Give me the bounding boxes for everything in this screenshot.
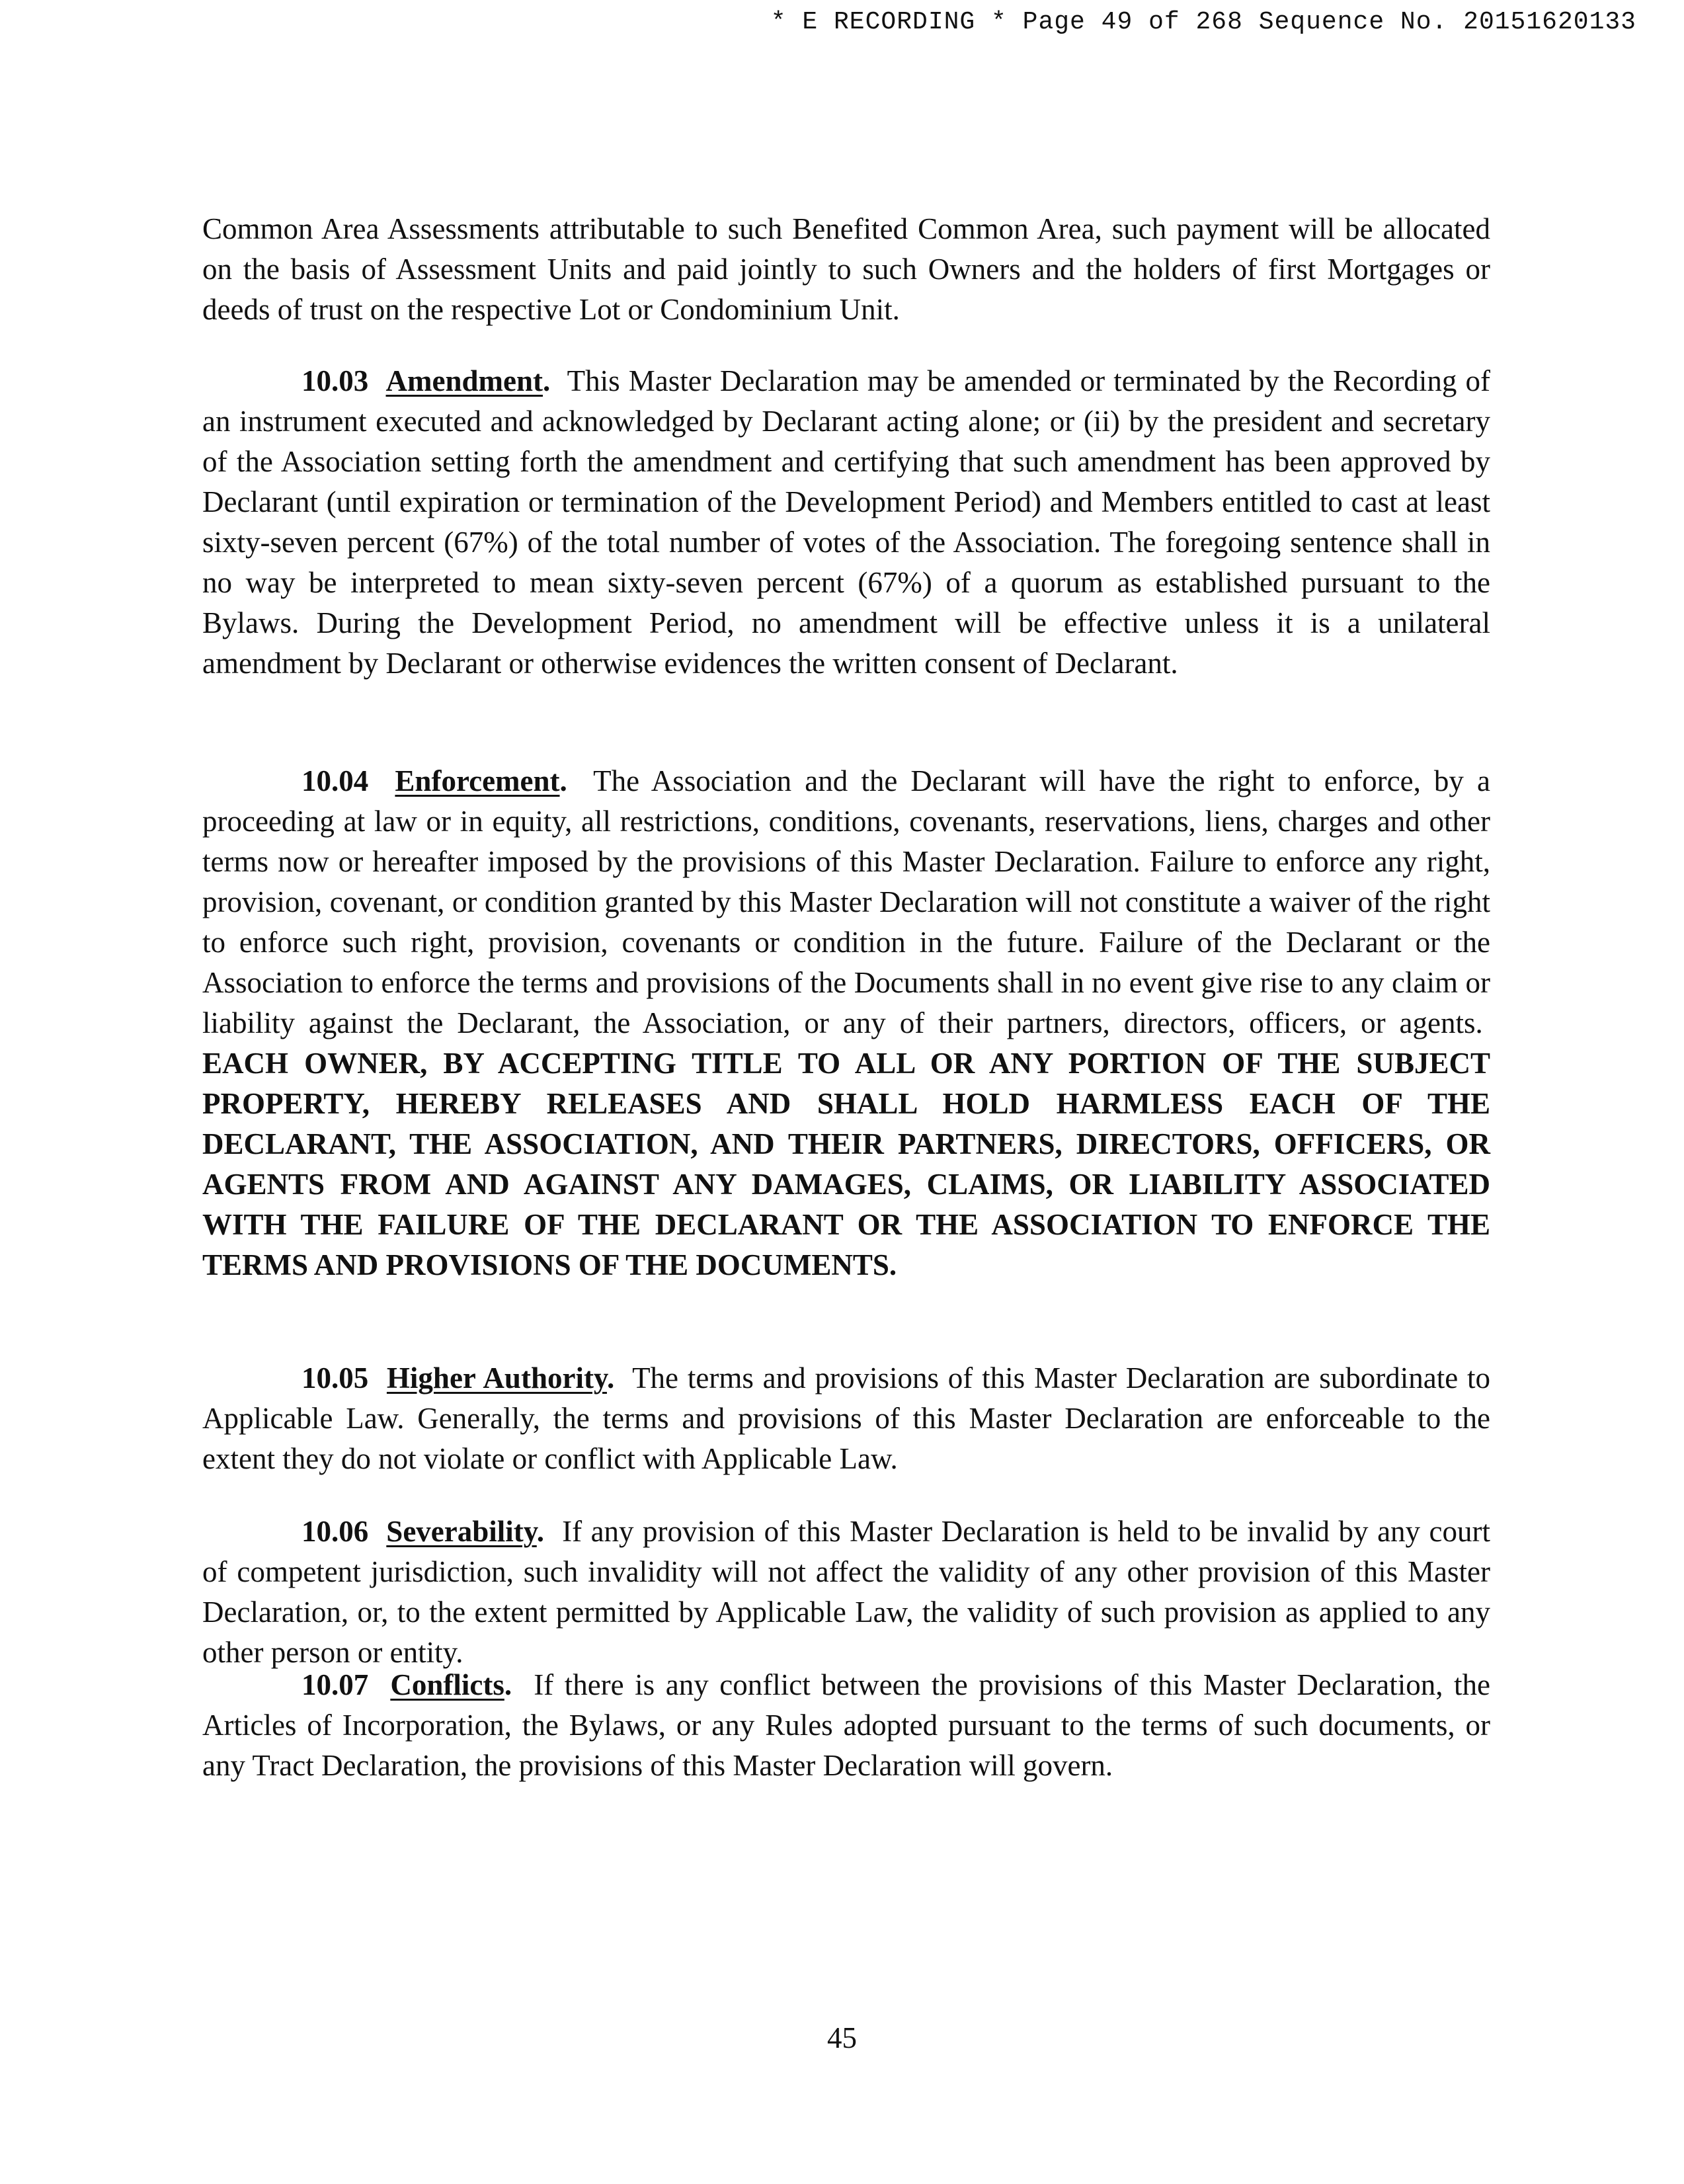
section-title: Conflicts <box>390 1668 504 1701</box>
recording-header: * E RECORDING * Page 49 of 268 Sequence No. 20151620133 <box>770 8 1636 36</box>
section-10-07: 10.07 Conflicts. If there is any conflict between the provisions of this Master Declaration, the Articles of Incorporation, the Bylaws, or any Rules adopted pursuant to the terms of such documents, or any Tract Declaration, the provisions of this Master Declaration will govern. <box>202 1668 1491 1782</box>
section-10-05: 10.05 Higher Authority. The terms and provisions of this Master Declaration are subordinate to Applicable Law. Generally, the terms and provisions of this Master Declaration are enforceable to the extent they do not violate or conflict with Applicable Law. <box>202 1361 1491 1475</box>
paragraph-continuation <box>202 209 1490 330</box>
section-10-04: 10.04 Enforcement. The Association and the Declarant will have the right to enforce, by a proceeding at law or in equity, all restrictions, conditions, covenants, reservations, liens, charges and other terms now or hereafter imposed by the provisions of this Master Declaration. Failure to enforce any right, provision, covenant, or condition granted by this Master Declaration will not constitute a waiver of the right to enforce such right, provision, covenants or condition in the future. Failure of the Declarant or the Association to enforce the terms and provisions of the Documents shall in no event give rise to any claim or liability against the Declarant, the Association, or any of their partners, directors, officers, or agents. EACH OWNER, BY ACCEPTING TITLE TO ALL OR ANY PORTION OF THE SUBJECT PROPERTY, HEREBY RELEASES AND SHALL HOLD HARMLESS EACH OF THE DECLARANT, THE ASSOCIATION, AND THEIR PARTNERS, DIRECTORS, OFFICERS, OR AGENTS FROM AND AGAINST ANY DAMAGES, CLAIMS, OR LIABILITY ASSOCIATED WITH THE FAILURE OF THE DECLARANT OR THE ASSOCIATION TO ENFORCE THE TERMS AND PROVISIONS OF THE DOCUMENTS. <box>202 764 1490 1281</box>
section-number: 10.05 <box>301 1361 369 1395</box>
section-number: 10.03 <box>301 364 369 397</box>
section-title: Higher Authority <box>386 1361 607 1395</box>
section-number: 10.07 <box>301 1668 369 1701</box>
section-number: 10.06 <box>301 1515 369 1548</box>
section-text: This Master Declaration may be amended or terminated by the Recording of an instrument executed and acknowledged by Declarant acting alone; or (ii) by the president and secretary of the Association setting forth the amendment and certifying that such amendment has been approved by Declarant (until expiration or termination of the Development Period) and Members entitled to cast at least sixty-seven percent (67%) of the total number of votes of the Association. The foregoing sentence shall in no way be interpreted to mean sixty-seven percent (67%) of a quorum as established pursuant to the Bylaws. During the Development Period, no amendment will be effective unless it is a unilateral amendment by Declarant or otherwise evidences the written consent of Declarant. <box>202 364 1491 680</box>
section-10-03: 10.03 Amendment. This Master Declaration may be amended or terminated by the Recording of an instrument executed and acknowledged by Declarant acting alone; or (ii) by the president and secretary of the Association setting forth the amendment and certifying that such amendment has been approved by Declarant (until expiration or termination of the Development Period) and Members entitled to cast at least sixty-seven percent (67%) of the total number of votes of the Association. The foregoing sentence shall in no way be interpreted to mean sixty-seven percent (67%) of a quorum as established pursuant to the Bylaws. During the Development Period, no amendment will be effective unless it is a unilateral amendment by Declarant or otherwise evidences the written consent of Declarant. <box>202 364 1491 680</box>
paragraph-continuation-text: Common Area Assessments attributable to such Benefited Common Area, such payment will be allocated on the basis of Assessment Units and paid jointly to such Owners and the holders of first Mortgages or deeds of trust on the respective Lot or Condominium Unit. <box>202 212 1490 326</box>
section-text: The Association and the Declarant will have the right to enforce, by a proceeding at law or in equity, all restrictions, conditions, covenants, reservations, liens, charges and other terms now or hereafter imposed by the provisions of this Master Declaration. Failure to enforce any right, provision, covenant, or condition granted by this Master Declaration will not constitute a waiver of the right to enforce such right, provision, covenants or condition in the future. Failure of the Declarant or the Association to enforce the terms and provisions of the Documents shall in no event give rise to any claim or liability against the Declarant, the Association, or any of their partners, directors, officers, or agents. <box>202 764 1490 1039</box>
section-number: 10.04 <box>301 764 369 797</box>
section-text: The terms and provisions of this Master Declaration are subordinate to Applicable Law. Generally, the terms and provisions of this Master Declaration are enforceable to the extent they do not violate or conflict with Applicable Law. <box>202 1361 1491 1475</box>
section-title: Severability <box>386 1515 537 1548</box>
release-clause: EACH OWNER, BY ACCEPTING TITLE TO ALL OR ANY PORTION OF THE SUBJECT PROPERTY, HEREBY RELEASES AND SHALL HOLD HARMLESS EACH OF THE DECLARANT, THE ASSOCIATION, AND THEIR PARTNERS, DIRECTORS, OFFICERS, OR AGENTS FROM AND AGAINST ANY DAMAGES, CLAIMS, OR LIABILITY ASSOCIATED WITH THE FAILURE OF THE DECLARANT OR THE ASSOCIATION TO ENFORCE THE TERMS AND PROVISIONS OF THE DOCUMENTS. <box>202 1047 1490 1281</box>
section-text: If there is any conflict between the provisions of this Master Declaration, the Articles of Incorporation, the Bylaws, or any Rules adopted pursuant to the terms of such documents, or any Tract Declaration, the provisions of this Master Declaration will govern. <box>202 1668 1491 1782</box>
section-text: If any provision of this Master Declaration is held to be invalid by any court of competent jurisdiction, such invalidity will not affect the validity of any other provision of this Master Declaration, or, to the extent permitted by Applicable Law, the validity of such provision as applied to any other person or entity. <box>202 1515 1491 1669</box>
page-number: 45 <box>827 2021 857 2054</box>
section-title: Amendment <box>385 364 543 397</box>
section-title: Enforcement <box>395 764 560 797</box>
section-10-06: 10.06 Severability. If any provision of this Master Declaration is held to be invalid by any court of competent jurisdiction, such invalidity will not affect the validity of any other provision of this Master Declaration, or, to the extent permitted by Applicable Law, the validity of such provision as applied to any other person or entity. <box>202 1515 1491 1669</box>
